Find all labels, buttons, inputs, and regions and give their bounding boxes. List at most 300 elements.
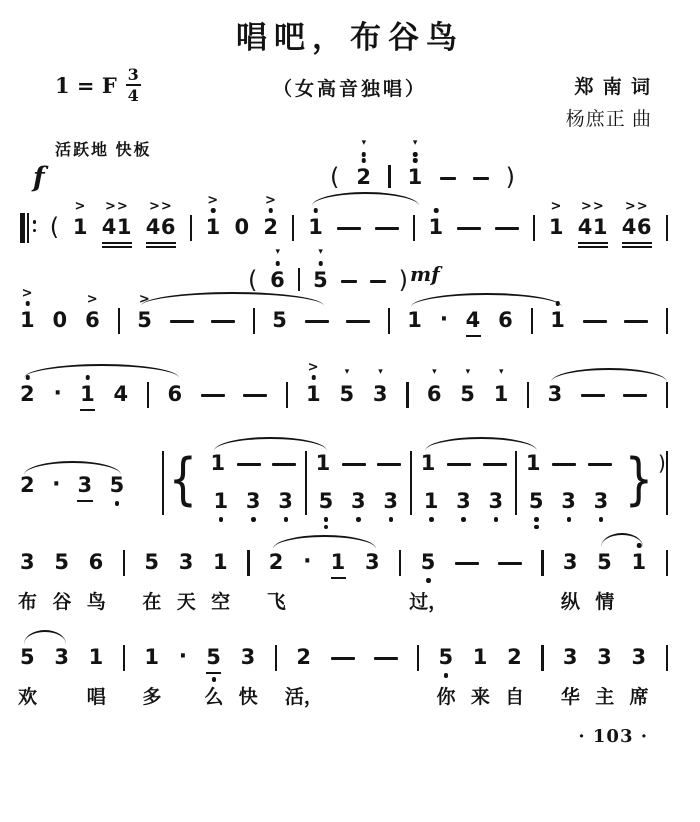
key-prefix: 1 = F (55, 72, 117, 98)
note-digit: 1 (213, 550, 229, 574)
note (560, 550, 580, 613)
note-digit: 1 (407, 165, 423, 189)
octave-dot-below (534, 525, 539, 530)
barline (531, 308, 533, 334)
note-digit: 3 (364, 550, 381, 574)
accent: >> (624, 199, 649, 214)
note-digit: 3 (245, 489, 261, 513)
note (308, 215, 323, 240)
barline (123, 550, 125, 576)
accent: ▾ (344, 367, 350, 377)
note-digit: 5 (20, 645, 36, 669)
note-digit: 1 (80, 382, 96, 406)
note-digit: 41 (577, 215, 608, 239)
lyric: 主 (595, 687, 615, 708)
accent: > (307, 360, 320, 375)
barline (298, 268, 300, 291)
duration-dash (624, 320, 648, 323)
note (316, 451, 331, 476)
octave-dot-above (269, 208, 274, 213)
duration-underline (77, 500, 92, 502)
note-digit: 6 (426, 382, 442, 406)
lyric: 你 (436, 687, 456, 708)
duet-measure (202, 451, 305, 515)
barline (417, 645, 419, 671)
note (246, 489, 261, 522)
duration-dash (341, 280, 357, 283)
note (383, 489, 398, 522)
barline (118, 308, 120, 334)
note-digit: 2 (20, 382, 36, 406)
note (211, 550, 231, 613)
rest (235, 215, 250, 240)
note (498, 308, 513, 333)
note-digit: 5 (597, 550, 613, 574)
note (550, 308, 565, 333)
note (460, 367, 476, 407)
octave-dot-below (599, 517, 604, 522)
note (176, 550, 196, 613)
slur (551, 368, 667, 382)
duration-dash (623, 394, 647, 397)
barline (388, 308, 390, 334)
note-digit: 46 (621, 215, 652, 239)
note-digit: 1 (213, 489, 229, 513)
slur (312, 192, 419, 206)
note-digit: 6 (498, 308, 514, 332)
augmentation-dot: · (439, 307, 449, 332)
repeat-thick-bar (20, 213, 25, 243)
barline (666, 645, 668, 671)
note (110, 473, 125, 506)
note (86, 645, 106, 708)
note (272, 308, 287, 333)
note-digit: 5 (339, 382, 355, 406)
note (339, 367, 355, 407)
barline (275, 645, 277, 671)
lyric: 鸟 (86, 592, 106, 613)
duration-dash (552, 463, 576, 466)
octave-dot-below (444, 673, 449, 678)
note-digit: 1 (493, 382, 509, 406)
note-digit: 3 (631, 645, 647, 669)
note (238, 645, 258, 708)
note (306, 360, 322, 407)
note (577, 199, 608, 248)
duration-dash (588, 463, 612, 466)
vocal-line-1 (18, 549, 668, 613)
accent: ▾ (412, 138, 418, 148)
vocal-line-2 (18, 644, 668, 708)
barline (541, 550, 543, 576)
note-digit: 3 (561, 489, 577, 513)
octave-dot-below (324, 525, 329, 530)
note (266, 550, 286, 613)
duration-dash (498, 562, 522, 565)
repeat-dots (33, 220, 37, 232)
note (493, 367, 509, 407)
note-digit: 1 (428, 215, 444, 239)
lyric: 欢 (18, 687, 38, 708)
note (85, 292, 101, 333)
note-digit: 2 (296, 645, 312, 669)
note-digit: 3 (77, 473, 93, 497)
note-digit: 1 (315, 451, 331, 475)
barline (253, 308, 255, 334)
note-digit: 3 (562, 550, 578, 574)
slur (214, 437, 327, 451)
duration-dash (483, 463, 507, 466)
lower-voice (415, 489, 512, 522)
note (204, 645, 224, 708)
octave-dot-below (219, 517, 224, 522)
note-digit: 5 (528, 489, 544, 513)
duration-underline (146, 242, 176, 244)
note (548, 382, 563, 407)
note (409, 550, 448, 613)
note (205, 193, 221, 240)
note-digit: 1 (548, 215, 564, 239)
note-digit: 5 (54, 550, 70, 574)
note (278, 489, 293, 522)
duration-dash (370, 280, 386, 283)
note-digit: 2 (268, 550, 284, 574)
note-digit: 41 (101, 215, 132, 239)
note-digit: 4 (113, 382, 129, 406)
note (313, 247, 329, 293)
barline (190, 215, 192, 241)
subtitle: （女高音独唱） (272, 79, 427, 100)
note (505, 645, 525, 708)
note-digit: 6 (85, 308, 101, 332)
note-digit: 1 (631, 550, 647, 574)
note-digit: 3 (547, 382, 563, 406)
octave-dot-below (212, 677, 217, 682)
duration-dash (337, 227, 361, 230)
lyric: 活， (284, 687, 323, 708)
note (595, 550, 615, 613)
lyric: 谷 (52, 592, 72, 613)
note (424, 489, 439, 522)
accent: >> (104, 199, 129, 214)
duet-measure (410, 451, 515, 515)
barline (541, 645, 543, 671)
repeat-start-sign (20, 215, 36, 243)
lyric: 布 (18, 592, 38, 613)
note (595, 645, 615, 708)
octave-dot-above (362, 158, 367, 163)
duration-dash (211, 320, 235, 323)
note-row (20, 193, 668, 248)
lyric: 空 (211, 592, 231, 613)
accent: > (74, 199, 87, 214)
barline (533, 215, 535, 241)
duration-underline (622, 246, 652, 248)
duration-dash (447, 463, 471, 466)
accent: > (550, 199, 563, 214)
lyric: 纵 (560, 592, 580, 613)
note (594, 489, 609, 522)
duration-dash (495, 227, 519, 230)
augmentation-dot: · (178, 644, 188, 669)
barline (286, 382, 288, 408)
duration-dash (237, 463, 261, 466)
barline (162, 451, 164, 515)
duration-dash (583, 320, 607, 323)
note-digit: 2 (356, 165, 372, 189)
upper-voice (205, 451, 302, 476)
note-digit: 3 (54, 645, 70, 669)
duration-underline (80, 409, 95, 411)
augmentation-dot: · (52, 472, 61, 497)
accent: > (138, 292, 151, 307)
note-digit: 5 (109, 473, 125, 497)
note-digit: 3 (20, 550, 36, 574)
lyric: 飞 (266, 592, 286, 613)
note (54, 645, 69, 670)
upper-voice (520, 451, 617, 476)
octave-dot-above (275, 261, 280, 266)
upper-voice (310, 451, 407, 476)
note (18, 645, 38, 708)
rest (53, 308, 68, 333)
octave-dot-below (426, 578, 431, 583)
accent: ▾ (361, 138, 367, 148)
intro-line-3 (20, 360, 668, 411)
octave-dot-above (434, 208, 439, 213)
note (284, 645, 323, 708)
note (466, 308, 481, 337)
note-digit: 1 (205, 215, 221, 239)
note (407, 138, 423, 190)
octave-dot-below (356, 517, 361, 522)
slur (24, 630, 66, 644)
note (621, 199, 652, 248)
octave-dot-above (413, 152, 418, 157)
note-digit: 1 (144, 645, 160, 669)
note-digit: 2 (507, 645, 523, 669)
note-digit: 6 (270, 268, 286, 292)
parenthesis: ( (248, 266, 258, 294)
meter-denominator: 4 (127, 86, 139, 105)
page-number: · 103 · (578, 726, 648, 747)
note (80, 382, 95, 411)
accent: ▾ (465, 367, 471, 377)
parenthesis: ) (505, 163, 515, 191)
repeat-thin-bar (27, 213, 29, 243)
note (20, 382, 35, 407)
octave-dot-above (25, 301, 30, 306)
duration-dash (374, 657, 398, 660)
accent: > (265, 193, 277, 208)
note (407, 308, 422, 333)
note-digit: 5 (438, 645, 454, 669)
note (365, 550, 380, 575)
note-digit: 2 (263, 215, 279, 239)
note-digit: 6 (167, 382, 183, 406)
note-row (18, 549, 668, 613)
accent: ▾ (499, 367, 504, 377)
lyric: 在 (142, 592, 162, 613)
barline (147, 382, 149, 408)
open-brace: { (168, 447, 198, 512)
lyric: 多 (142, 687, 162, 708)
note (319, 489, 334, 529)
note (631, 550, 646, 575)
note-digit: 3 (562, 645, 578, 669)
octave-dot-above (311, 375, 316, 380)
note (372, 367, 389, 407)
duration-dash (305, 320, 329, 323)
slur (273, 535, 377, 549)
note (436, 645, 456, 708)
duration-dash (375, 227, 399, 230)
duration-dash (331, 657, 355, 660)
augmentation-dot: · (53, 381, 62, 406)
octave-dot-below (567, 517, 572, 522)
note-digit: 2 (20, 473, 36, 497)
duration-underline (622, 242, 652, 244)
note-digit: 1 (525, 451, 542, 475)
lyric: 华 (560, 687, 580, 708)
duration-underline (578, 242, 608, 244)
duration-underline (102, 246, 132, 248)
barline (292, 215, 294, 241)
note-digit: 3 (278, 489, 294, 513)
note (263, 193, 279, 240)
accent: ▾ (275, 247, 280, 257)
duration-dash (201, 394, 225, 397)
note (114, 382, 129, 407)
accent: >> (148, 199, 173, 214)
barline (666, 382, 668, 408)
octave-dot-below (251, 517, 256, 522)
slur (411, 293, 562, 307)
barline (666, 550, 668, 576)
lyric: 快 (238, 687, 258, 708)
note-digit: 0 (234, 215, 250, 239)
duration-dash (473, 177, 489, 180)
parenthesis: ) (398, 266, 408, 294)
note (470, 645, 490, 708)
lyric: 么 (204, 687, 224, 708)
duet-measure (515, 451, 620, 515)
note (351, 489, 366, 522)
octave-dot-above (318, 261, 323, 266)
accent: > (21, 286, 34, 301)
note-digit: 1 (88, 645, 104, 669)
note-digit: 3 (593, 489, 609, 513)
slur (425, 437, 538, 451)
note (137, 292, 153, 333)
dynamic-marking-mf: mf (410, 262, 440, 286)
note-digit: 5 (420, 550, 436, 574)
barline (527, 382, 529, 408)
note-digit: 3 (350, 489, 367, 513)
note (210, 451, 225, 476)
intro-line-2 (20, 247, 668, 337)
note (142, 645, 162, 708)
octave-dot-below (494, 517, 499, 522)
dynamic-marking-f: f (33, 162, 45, 193)
note-digit: 3 (597, 645, 613, 669)
accent: ▾ (378, 367, 383, 377)
duration-underline (102, 242, 132, 244)
octave-dot-below (324, 517, 329, 522)
note-digit: 5 (206, 645, 222, 669)
octave-dot-above (211, 208, 216, 213)
note-digit: 5 (318, 489, 334, 513)
note-digit: 1 (472, 645, 488, 669)
octave-dot-below (389, 517, 394, 522)
note (356, 138, 372, 190)
meter-numerator: 3 (127, 65, 139, 84)
duration-dash (170, 320, 194, 323)
accent: >> (580, 199, 605, 214)
note-digit: 3 (456, 489, 472, 513)
note-digit: 5 (272, 308, 288, 332)
barline (406, 382, 408, 408)
lower-voice (520, 489, 617, 529)
accent: ▾ (318, 247, 323, 257)
duration-dash (243, 394, 267, 397)
note (145, 199, 176, 248)
note (629, 645, 649, 708)
note-digit: 6 (88, 550, 104, 574)
note (331, 550, 346, 579)
barline (413, 215, 415, 241)
note-digit: 5 (460, 382, 476, 406)
octave-dot-above (362, 152, 367, 157)
note-digit: 3 (178, 550, 194, 574)
note-digit: 3 (240, 645, 256, 669)
duration-dash (457, 227, 481, 230)
note (426, 367, 442, 407)
lyric: 唱 (86, 687, 106, 708)
note-digit: 1 (420, 451, 436, 475)
note-digit: 1 (306, 382, 322, 406)
duration-underline (466, 335, 481, 337)
note (213, 489, 228, 522)
note (20, 286, 36, 333)
note (167, 382, 182, 407)
note-digit: 1 (330, 550, 346, 574)
note-digit: 5 (137, 308, 153, 332)
note (560, 645, 580, 708)
barline (399, 550, 401, 576)
note-digit: 1 (210, 451, 226, 475)
note (72, 199, 88, 240)
note (529, 489, 544, 529)
duration-dash (342, 463, 366, 466)
duration-dash (581, 394, 605, 397)
slur (138, 292, 324, 307)
lower-voice (310, 489, 407, 529)
duration-underline (578, 246, 608, 248)
barline (123, 645, 125, 671)
octave-dot-below (115, 501, 120, 506)
note (142, 550, 162, 613)
slur (601, 533, 643, 547)
note-digit: 1 (550, 308, 566, 332)
duration-underline (331, 577, 346, 579)
note-digit: 5 (313, 268, 329, 292)
barline (666, 308, 668, 334)
note-digit: 1 (308, 215, 324, 239)
octave-dot-below (461, 517, 466, 522)
upper-voice (415, 451, 512, 476)
duration-underline (206, 672, 221, 674)
